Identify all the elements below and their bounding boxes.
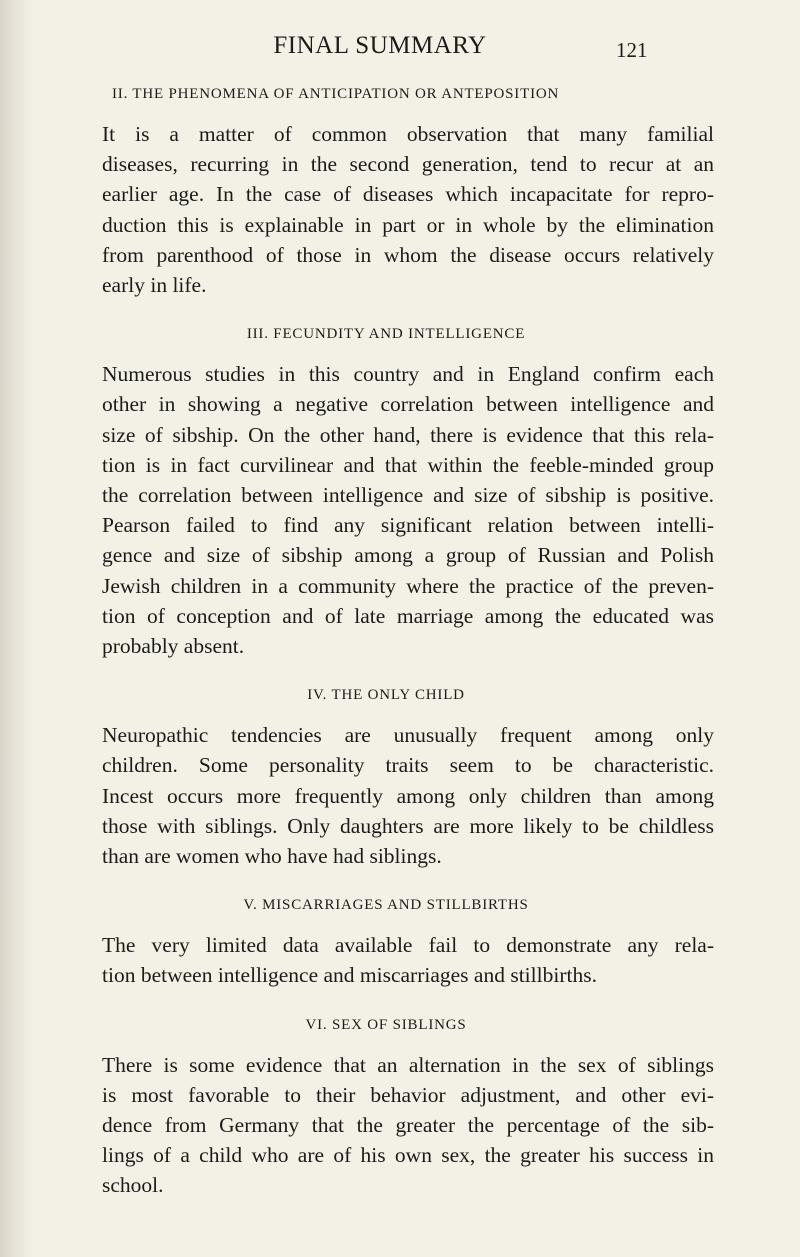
text-line: early in life. — [102, 273, 207, 298]
section-paragraph — [102, 359, 714, 661]
text-line: than are women who have had siblings. — [102, 844, 442, 869]
text-line: There is some evidence that an alternation in the sex of siblings — [102, 1052, 714, 1077]
section-paragraph — [102, 119, 714, 300]
text-line: the correlation between intelligence and size of sibship is positive. — [102, 483, 714, 508]
text-line: tion of conception and of late marriage among the educated was — [102, 603, 714, 628]
text-line: gence and size of sibship among a group of Russian and Polish — [102, 543, 714, 568]
section-anticipation — [102, 86, 766, 300]
section-sex-of-siblings — [102, 1016, 766, 1201]
text-line: size of sibship. On the other hand, there is evidence that this rela- — [102, 422, 714, 447]
text-line: other in showing a negative correlation between intelligence and — [102, 392, 714, 417]
section-paragraph — [102, 720, 714, 871]
text-line: tion between intelligence and miscarriages and stillbirths. — [102, 963, 597, 988]
section-paragraph — [102, 930, 714, 990]
text-line: lings of a child who are of his own sex, the greater his success in — [102, 1143, 714, 1168]
running-head — [0, 32, 800, 72]
section-heading: V. MISCARRIAGES AND STILLBIRTHS — [243, 897, 529, 914]
text-line: dence from Germany that the greater the percentage of the sib- — [102, 1113, 714, 1138]
text-line: It is a matter of common observation that many familial — [102, 122, 714, 146]
text-line: Incest occurs more frequently among only children than among — [102, 783, 714, 808]
section-fecundity — [102, 326, 766, 661]
text-line: from parenthood of those in whom the disease occurs relatively — [102, 242, 714, 267]
text-line: diseases, recurring in the second generation, tend to recur at an — [102, 152, 714, 177]
text-line: those with siblings. Only daughters are more likely to be childless — [102, 813, 714, 838]
text-line: school. — [102, 1173, 164, 1198]
section-heading: IV. THE ONLY CHILD — [307, 687, 465, 704]
text-line: is most favorable to their behavior adjustment, and other evi- — [102, 1082, 714, 1107]
page-body — [102, 86, 766, 1227]
text-line: children. Some personality traits seem to be characteristic. — [102, 753, 714, 778]
text-line: probably absent. — [102, 634, 245, 659]
section-heading: VI. SEX OF SIBLINGS — [305, 1016, 467, 1033]
section-heading: II. THE PHENOMENA OF ANTICIPATION OR ANTEPOSITION — [112, 86, 560, 102]
page-edge-shadow — [0, 0, 34, 1257]
running-title: FINAL SUMMARY — [273, 32, 487, 59]
text-line: earlier age. In the case of diseases which incapacitate for repro- — [102, 182, 714, 207]
text-line: The very limited data available fail to demonstrate any rela- — [102, 933, 714, 958]
page-number: 121 — [616, 38, 648, 62]
text-line: tion is in fact curvilinear and that within the feeble-minded group — [102, 452, 714, 477]
text-line: Neuropathic tendencies are unusually frequent among only — [102, 723, 714, 748]
section-heading: III. FECUNDITY AND INTELLIGENCE — [246, 326, 526, 343]
text-line: Numerous studies in this country and in England confirm each — [102, 362, 714, 387]
section-miscarriages — [102, 897, 766, 990]
text-line: duction this is explainable in part or in whole by the elimination — [102, 212, 714, 237]
text-line: Pearson failed to find any significant relation between intelli- — [102, 513, 714, 538]
section-paragraph — [102, 1050, 714, 1201]
section-only-child — [102, 687, 766, 871]
text-line: Jewish children in a community where the practice of the preven- — [102, 573, 714, 598]
